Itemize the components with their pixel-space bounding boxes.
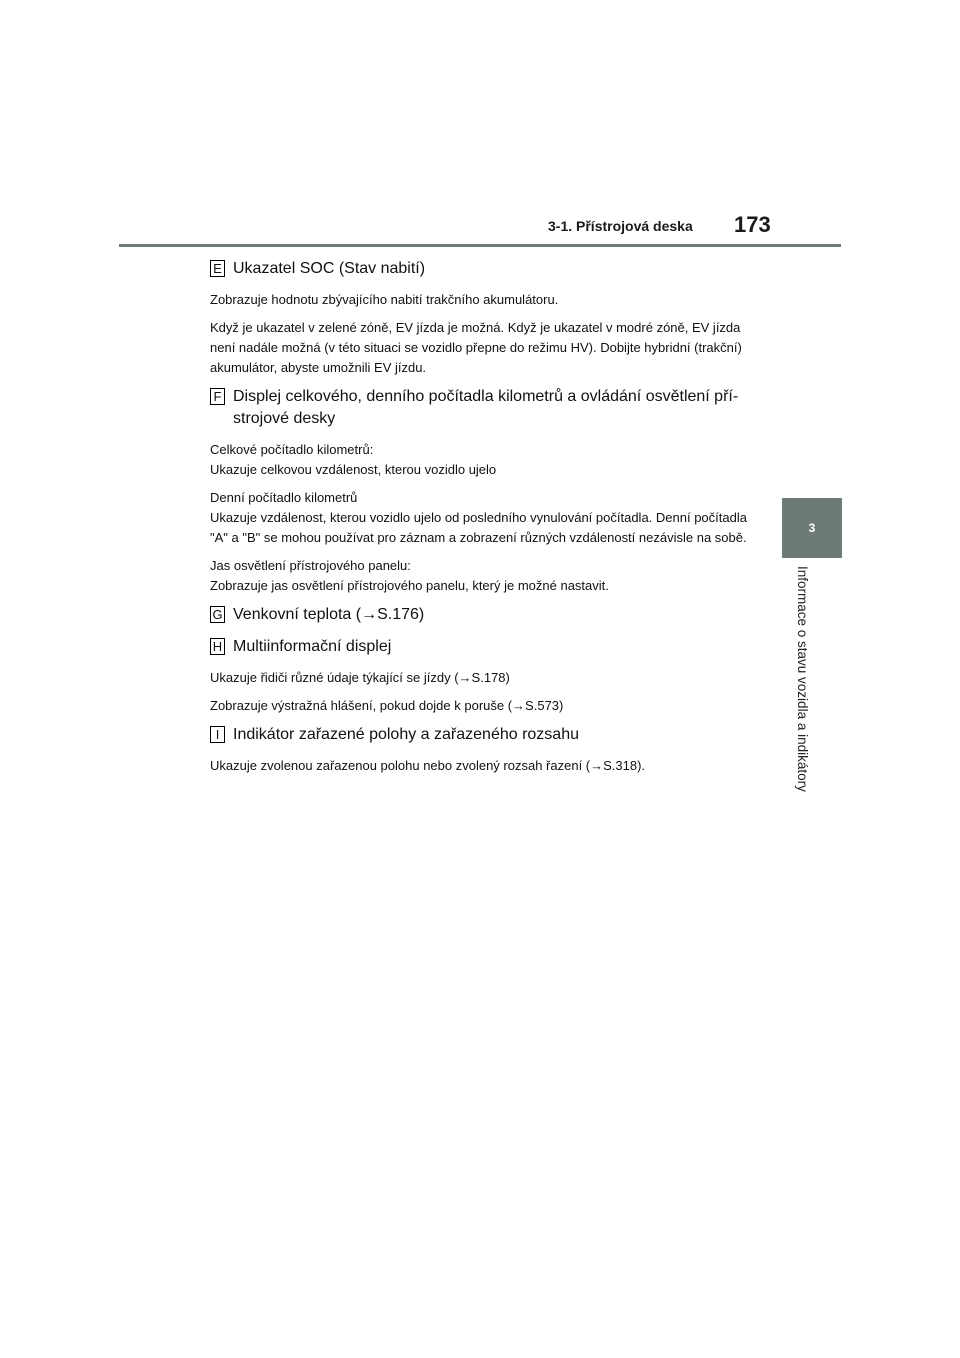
- item-paragraph: Ukazuje zvolenou zařazenou polohu nebo zvolený rozsah řazení (→S.318).: [210, 758, 646, 773]
- item-paragraph: Zobrazuje hodnotu zbývajícího nabití trakčního akumulátoru.: [210, 292, 559, 307]
- item-letter-badge: H: [210, 638, 225, 655]
- item-heading-text: Multiinformační displej: [233, 638, 392, 655]
- item-heading-text: Displej celkového, denního počítadla kilometrů a ovládání osvětlení pří- strojové desky: [233, 388, 739, 427]
- item-g: [210, 604, 755, 626]
- header-divider: [119, 244, 841, 247]
- item-h: [210, 636, 755, 716]
- item-letter-badge: F: [210, 388, 225, 405]
- item-paragraph: Denní počítadlo kilometrů Ukazuje vzdálenost, kterou vozidlo ujelo od posledního vynulování počítadla. Denní počítadla "A" a "B" se mohou používat pro záznam a zobrazení různých vzdáleností nezávisle na sobě.: [210, 490, 747, 545]
- item-paragraph: Celkové počítadlo kilometrů: Ukazuje celkovou vzdálenost, kterou vozidlo ujelo: [210, 442, 497, 477]
- item-heading: [210, 258, 755, 280]
- item-paragraph: Jas osvětlení přístrojového panelu: Zobrazuje jas osvětlení přístrojového panelu, který je možné nastavit.: [210, 558, 609, 593]
- item-paragraph: Ukazuje řidiči různé údaje týkající se jízdy (→S.178): [210, 670, 510, 685]
- item-heading-text: Indikátor zařazené polohy a zařazeného rozsahu: [233, 726, 579, 743]
- item-heading-text: Ukazatel SOC (Stav nabití): [233, 260, 426, 277]
- item-letter-badge: I: [210, 726, 225, 743]
- chapter-tab[interactable]: [782, 498, 842, 558]
- section-title: 3-1. Přístrojová deska: [548, 218, 693, 234]
- item-heading: [210, 604, 755, 626]
- chapter-number: 3: [808, 521, 816, 535]
- item-paragraph: Zobrazuje výstražná hlášení, pokud dojde k poruše (→S.573): [210, 698, 564, 713]
- item-e: [210, 258, 755, 378]
- item-heading-text: Venkovní teplota (→S.176): [233, 606, 425, 623]
- item-heading: [210, 724, 755, 746]
- item-paragraph: Když je ukazatel v zelené zóně, EV jízda je možná. Když je ukazatel v modré zóně, EV jízda není nadále možná (v této situaci se vozidlo přepne do režimu HV). Dobijte hybridní (trakční) akumulátor, abyste umožnili EV jízdu.: [210, 320, 742, 375]
- item-f: [210, 386, 755, 596]
- chapter-title: Informace o stavu vozidla a indikátory: [795, 566, 810, 792]
- item-letter-badge: G: [210, 606, 225, 623]
- item-letter-badge: E: [210, 260, 225, 277]
- item-i: [210, 724, 755, 776]
- page-content: [210, 258, 755, 784]
- item-heading: [210, 386, 755, 430]
- page-number: 173: [734, 212, 771, 237]
- item-heading: [210, 636, 755, 658]
